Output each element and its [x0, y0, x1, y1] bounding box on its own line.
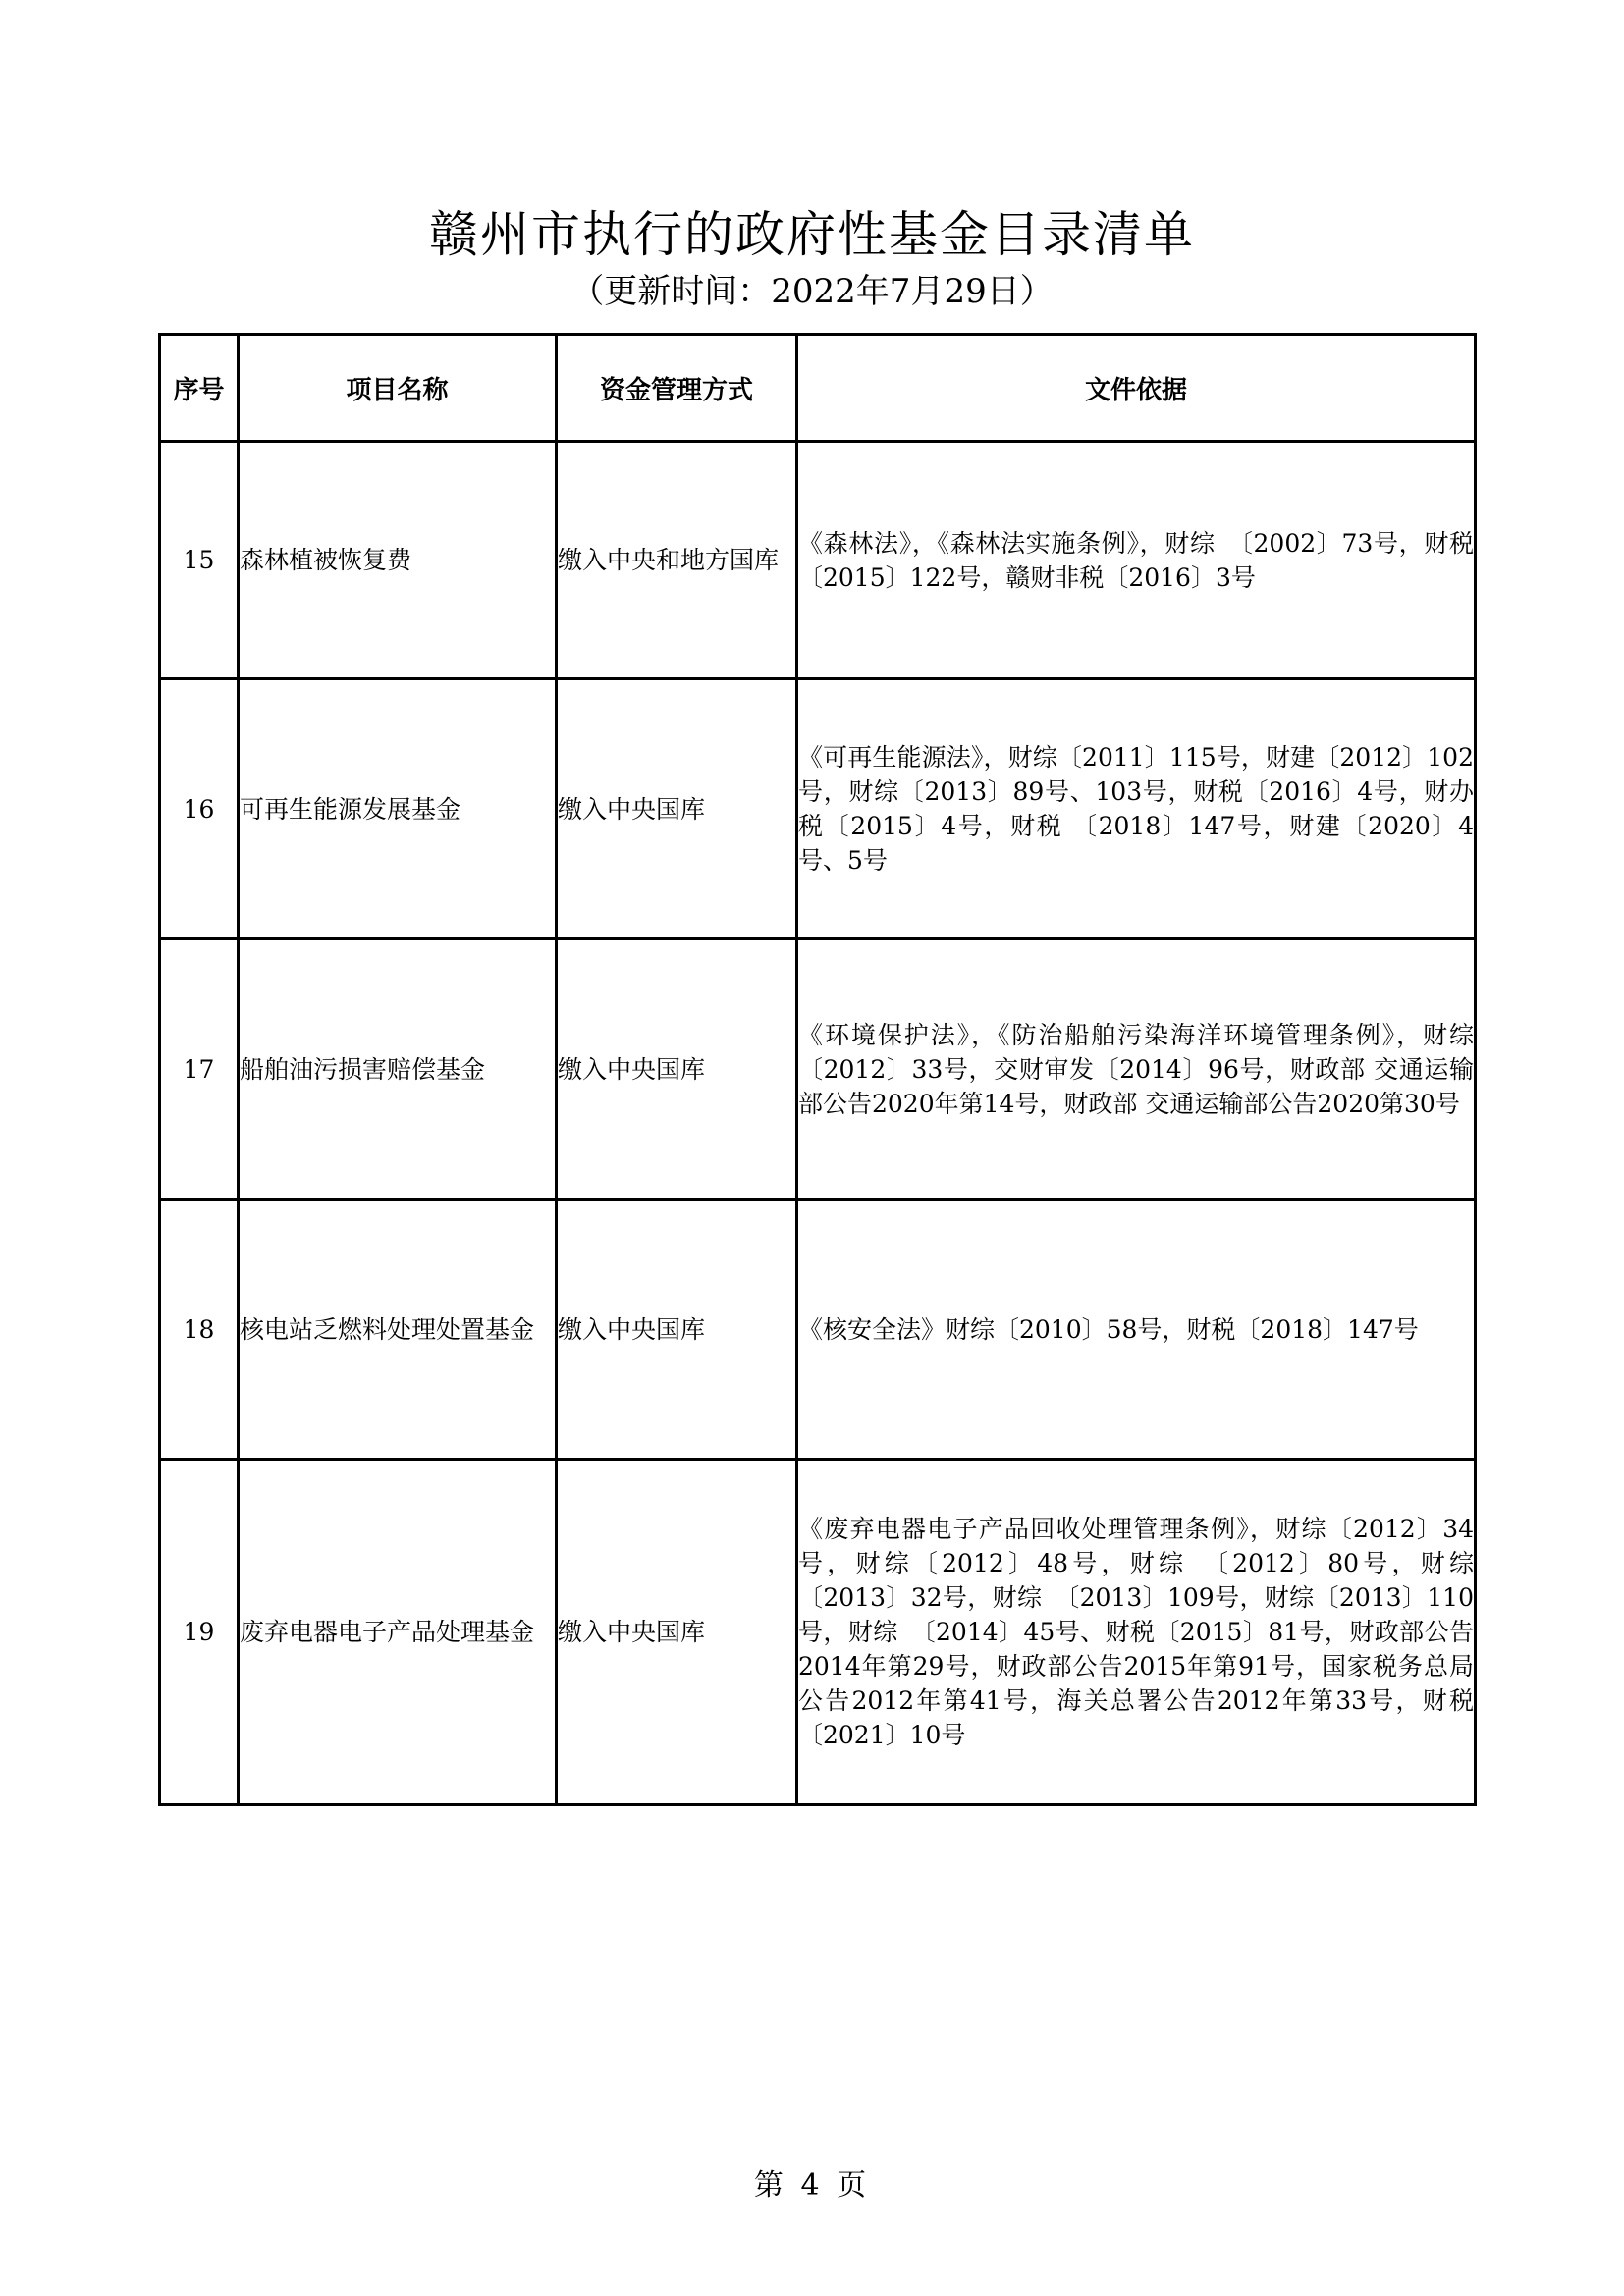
table-header-row: [160, 335, 1476, 442]
cell-serial-number: 15: [160, 442, 239, 679]
document-title: 赣州市执行的政府性基金目录清单: [429, 206, 1195, 263]
page-number: 第 4 页: [753, 2168, 871, 2203]
cell-serial-number: 16: [160, 679, 239, 939]
table-row: [160, 939, 1476, 1200]
cell-fund-management-mode: 缴入中央国库: [557, 939, 797, 1200]
cell-document-basis: 《废弃电器电子产品回收处理管理条例》，财综〔2012〕34号，财综〔2012〕48号，财综 〔2012〕80号，财综〔2013〕32号，财综 〔2013〕109号，财综〔2013〕110号，财综 〔2014〕45号、财税〔2015〕81号，财政部公告2014年第29号，财政部公告2015年第91号，国家税务总局公告2012年第41号，海关总署公告2012年第33号，财税〔2021〕10号: [797, 1460, 1476, 1805]
table-row: [160, 679, 1476, 939]
header-document-basis: 文件依据: [797, 335, 1476, 442]
cell-document-basis: 《可再生能源法》，财综〔2011〕115号，财建〔2012〕102号，财综〔2013〕89号、103号，财税〔2016〕4号，财办税〔2015〕4号，财税 〔2018〕147号，财建〔2020〕4号、5号: [797, 679, 1476, 939]
cell-item-name: 核电站乏燃料处理处置基金: [239, 1200, 557, 1460]
header-fund-management-mode: 资金管理方式: [557, 335, 797, 442]
document-subtitle: （更新时间：2022年7月29日）: [570, 272, 1054, 311]
cell-item-name: 废弃电器电子产品处理基金: [239, 1460, 557, 1805]
cell-serial-number: 19: [160, 1460, 239, 1805]
cell-fund-management-mode: 缴入中央国库: [557, 1460, 797, 1805]
cell-item-name: 森林植被恢复费: [239, 442, 557, 679]
cell-document-basis: 《森林法》，《森林法实施条例》，财综 〔2002〕73号，财税〔2015〕122号，赣财非税〔2016〕3号: [797, 442, 1476, 679]
table-row: [160, 442, 1476, 679]
table-row: [160, 1200, 1476, 1460]
cell-serial-number: 17: [160, 939, 239, 1200]
cell-item-name: 可再生能源发展基金: [239, 679, 557, 939]
cell-document-basis: 《环境保护法》，《防治船舶污染海洋环境管理条例》，财综〔2012〕33号，交财审发〔2014〕96号，财政部 交通运输部公告2020年第14号，财政部 交通运输部公告2020第30号: [797, 939, 1476, 1200]
header-serial-number: 序号: [160, 335, 239, 442]
cell-serial-number: 18: [160, 1200, 239, 1460]
fund-list-table: [158, 333, 1477, 1806]
cell-fund-management-mode: 缴入中央和地方国库: [557, 442, 797, 679]
cell-fund-management-mode: 缴入中央国库: [557, 1200, 797, 1460]
cell-document-basis: 《核安全法》财综〔2010〕58号，财税〔2018〕147号: [797, 1200, 1476, 1460]
cell-item-name: 船舶油污损害赔偿基金: [239, 939, 557, 1200]
table-row: [160, 1460, 1476, 1805]
cell-fund-management-mode: 缴入中央国库: [557, 679, 797, 939]
header-item-name: 项目名称: [239, 335, 557, 442]
